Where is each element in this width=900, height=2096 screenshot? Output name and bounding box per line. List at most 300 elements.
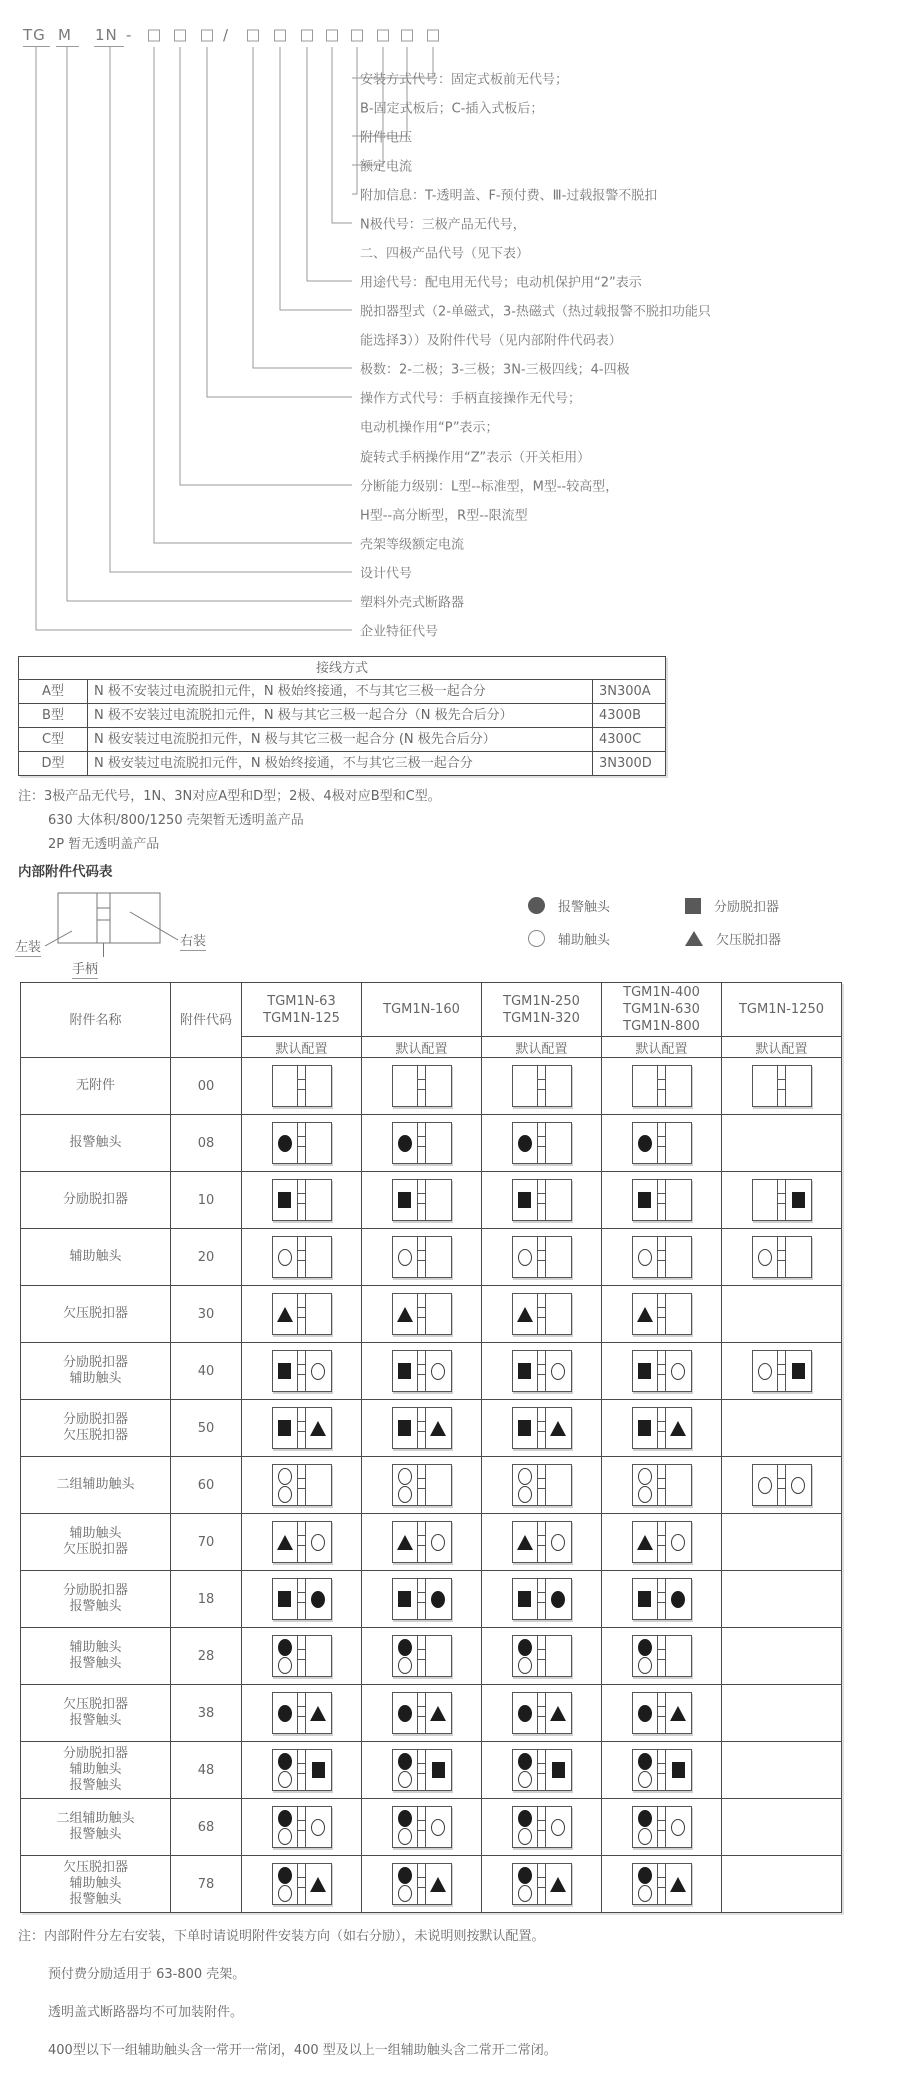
col-header-accessory-name: 附件名称 [21,983,171,1058]
alarm-contact-icon [398,1810,412,1827]
right-compartment [546,1351,571,1391]
accessory-name-line: 二组辅助触头 [56,1811,135,1826]
model-code-diagram [0,0,900,656]
table-row [21,1172,842,1229]
config-cell [722,1514,842,1571]
shunt-release-icon [278,1420,291,1436]
handle-segment [658,1180,665,1194]
right-compartment [666,1750,691,1790]
handle-segment [538,1180,545,1194]
auxiliary-contact-icon [671,1534,685,1551]
handle-segment [658,1422,665,1432]
wiring-table-caption: 接线方式 [19,657,666,680]
accessory-code-table [20,982,842,1913]
legend-label: 辅助触头 [558,933,611,948]
handle-column [537,1750,546,1790]
config-cell [482,1172,602,1229]
handle-segment [418,1251,425,1261]
left-compartment [633,1750,658,1790]
handle-segment [298,1693,305,1707]
handle-segment [418,1066,425,1080]
handle-segment [418,1465,425,1479]
left-compartment [753,1351,778,1391]
shunt-release-icon [518,1363,531,1379]
handle-column [297,1636,306,1676]
model-name: TGM1N-125 [263,1010,340,1026]
right-compartment [426,1408,451,1448]
handle-column [657,1237,666,1277]
right-compartment [306,1750,331,1790]
right-compartment [666,1351,691,1391]
right-compartment [426,1864,451,1904]
alarm-contact-icon [551,1591,565,1608]
config-diagram [632,1065,692,1107]
right-compartment [546,1294,571,1334]
table-row [21,1058,842,1115]
handle-segment [418,1479,425,1489]
handle-column [417,1693,426,1733]
wiring-note: 2P 暂无透明盖产品 [48,837,160,852]
handle-segment [538,1764,545,1774]
config-cell [362,1856,482,1913]
right-compartment [306,1408,331,1448]
alarm-contact-icon [528,897,545,914]
config-cell [242,1742,362,1799]
right-compartment [666,1807,691,1847]
handle-column [537,1294,546,1334]
alarm-contact-icon [518,1867,532,1884]
shunt-release-icon [792,1363,805,1379]
auxiliary-contact-icon [638,1249,652,1266]
auxiliary-contact-icon [278,1468,292,1485]
alarm-contact-icon [278,1753,292,1770]
config-diagram [392,1635,452,1677]
auxiliary-contact-icon [398,1828,412,1845]
config-cell [722,1742,842,1799]
shunt-release-icon [398,1591,411,1607]
undervoltage-release-icon [550,1421,566,1436]
right-compartment [306,1351,331,1391]
code-label: 分断能力级别：L型--标准型，M型--较高型， [360,479,619,495]
right-compartment [546,1066,571,1106]
alarm-contact-icon [278,1639,292,1656]
left-compartment [633,1351,658,1391]
config-diagram [392,1863,452,1905]
left-compartment [273,1636,298,1676]
handle-column [537,1123,546,1163]
config-diagram [752,1236,812,1278]
table-row [21,1286,842,1343]
config-diagram [512,1179,572,1221]
left-compartment [273,1237,298,1277]
config-diagram [392,1350,452,1392]
handle-column [297,1864,306,1904]
code-label: 附件电压 [360,130,413,146]
config-cell [242,1571,362,1628]
config-cell [362,1628,482,1685]
handle-column [297,1294,306,1334]
handle-segment [418,1693,425,1707]
handle-column [297,1066,306,1106]
config-diagram [512,1407,572,1449]
accessory-name-line: 辅助触头 [69,1371,122,1386]
right-compartment [426,1351,451,1391]
undervoltage-release-icon [517,1535,533,1550]
undervoltage-release-icon [550,1706,566,1721]
handle-segment [298,1536,305,1546]
handle-column [417,1636,426,1676]
config-cell [722,1400,842,1457]
handle-segment [298,1080,305,1090]
handle-segment [298,1422,305,1432]
config-cell [362,1571,482,1628]
config-cell [362,1514,482,1571]
left-compartment [273,1522,298,1562]
accessory-name-line: 二组辅助触头 [56,1477,135,1492]
col-header-accessory-code: 附件代码 [171,983,242,1058]
auxiliary-contact-icon [278,1249,292,1266]
config-diagram [632,1692,692,1734]
left-mount-label: 左装 [15,936,41,957]
handle-column [417,1522,426,1562]
shunt-release-icon [638,1591,651,1607]
auxiliary-contact-icon [278,1828,292,1845]
handle-column [417,1579,426,1619]
auxiliary-contact-icon [518,1486,532,1503]
undervoltage-release-icon [670,1706,686,1721]
left-compartment [273,1180,298,1220]
config-diagram [392,1749,452,1791]
auxiliary-contact-icon [638,1468,652,1485]
right-compartment [426,1066,451,1106]
auxiliary-contact-icon [528,930,545,947]
handle-segment [298,1579,305,1593]
right-compartment [426,1123,451,1163]
accessory-name-line: 分励脱扣器 [62,1412,128,1427]
config-cell [602,1400,722,1457]
auxiliary-contact-icon [311,1363,325,1380]
config-cell [242,1457,362,1514]
handle-segment [538,1351,545,1365]
handle-column [657,1693,666,1733]
handle-column [657,1180,666,1220]
accessory-code-cell: 20 [171,1229,242,1286]
handle-segment [658,1878,665,1888]
alarm-contact-icon [518,1810,532,1827]
handle-label: 手柄 [72,958,98,979]
handle-segment [298,1194,305,1204]
config-diagram [512,1350,572,1392]
handle-segment [658,1636,665,1650]
accessory-name-line: 报警触头 [69,1135,122,1150]
shunt-release-icon [278,1591,291,1607]
bottom-note: 注：内部附件分左右安装，下单时请说明附件安装方向（如右分励），未说明则按默认配置。 [18,1929,545,1944]
auxiliary-contact-icon [758,1249,772,1266]
handle-segment [538,1194,545,1204]
left-compartment [633,1693,658,1733]
handle-segment [538,1750,545,1764]
accessory-name-cell [21,1058,171,1115]
code-label: H型--高分断型，R型--限流型 [360,508,528,524]
undervoltage-release-icon [430,1706,446,1721]
config-cell [362,1058,482,1115]
config-cell [242,1799,362,1856]
handle-column [297,1579,306,1619]
table-row [21,1628,842,1685]
handle-column [417,1408,426,1448]
auxiliary-contact-icon [638,1828,652,1845]
left-compartment [393,1636,418,1676]
handle-segment [418,1821,425,1831]
handle-column [297,1807,306,1847]
handle-segment [298,1251,305,1261]
handle-column [417,1465,426,1505]
auxiliary-contact-icon [518,1468,532,1485]
table-row [21,1799,842,1856]
handle-segment [658,1693,665,1707]
handle-column [537,1351,546,1391]
auxiliary-contact-icon [398,1657,412,1674]
left-compartment [273,1351,298,1391]
config-diagram [272,1521,332,1563]
left-compartment [633,1294,658,1334]
accessory-code-cell: 50 [171,1400,242,1457]
alarm-contact-icon [638,1135,652,1152]
auxiliary-contact-icon [311,1534,325,1551]
left-compartment [393,1066,418,1106]
undervoltage-release-icon [310,1421,326,1436]
config-cell [602,1172,722,1229]
undervoltage-release-icon [310,1877,326,1892]
handle-column [417,1294,426,1334]
handle-segment [298,1864,305,1878]
code-label: 二、四极产品代号（见下表） [360,246,530,262]
right-compartment [426,1579,451,1619]
handle-segment [418,1365,425,1375]
handle-segment [658,1707,665,1717]
config-diagram [512,1863,572,1905]
left-compartment [393,1237,418,1277]
config-diagram [632,1806,692,1848]
left-compartment [513,1237,538,1277]
handle-segment [418,1180,425,1194]
handle-column [657,1522,666,1562]
config-cell [482,1856,602,1913]
handle-segment [658,1408,665,1422]
handle-segment [658,1593,665,1603]
config-diagram [392,1065,452,1107]
bottom-note: 400型以下一组辅助触头含一常开一常闭，400 型及以上一组辅助触头含二常开二常闭。 [48,2043,557,2058]
left-compartment [513,1579,538,1619]
table-row [21,1400,842,1457]
handle-segment [538,1821,545,1831]
left-compartment [273,1294,298,1334]
config-diagram [632,1749,692,1791]
handle-segment [538,1408,545,1422]
auxiliary-contact-icon [551,1534,565,1551]
code-label: 极数：2-二极；3-三极；3N-三极四线；4-四极 [360,362,630,378]
config-diagram [272,1692,332,1734]
undervoltage-release-icon [397,1535,413,1550]
handle-segment [778,1180,785,1194]
left-compartment [513,1522,538,1562]
alarm-contact-icon [398,1135,412,1152]
undervoltage-release-icon [670,1877,686,1892]
config-diagram [512,1464,572,1506]
accessory-name-cell [21,1172,171,1229]
accessory-name-line: 欠压脱扣器 [62,1306,128,1321]
right-compartment [546,1522,571,1562]
handle-segment [298,1180,305,1194]
config-cell [602,1058,722,1115]
config-cell [242,1115,362,1172]
handle-column [777,1180,786,1220]
config-cell [722,1628,842,1685]
handle-column [537,1066,546,1106]
config-diagram [512,1122,572,1164]
right-compartment [306,1579,331,1619]
code-label: 电动机操作用“P”表示； [360,420,499,436]
right-compartment [786,1237,811,1277]
handle-segment [658,1137,665,1147]
config-cell [482,1628,602,1685]
alarm-contact-icon [638,1639,652,1656]
breaker-outline-drawing [10,886,270,986]
alarm-contact-icon [671,1591,685,1608]
auxiliary-contact-icon [671,1819,685,1836]
left-compartment [273,1579,298,1619]
wiring-type: D型 [19,752,88,776]
handle-column [537,1180,546,1220]
code-label: 企业特征代号 [360,624,439,640]
left-compartment [393,1465,418,1505]
left-compartment [273,1066,298,1106]
left-compartment [393,1579,418,1619]
right-compartment [546,1864,571,1904]
accessory-name-line: 辅助触头 [69,1640,122,1655]
accessory-name-line: 辅助触头 [69,1876,122,1891]
table-row [21,1229,842,1286]
handle-segment [298,1308,305,1318]
config-cell [722,1115,842,1172]
handle-segment [418,1650,425,1660]
config-cell [362,1685,482,1742]
alarm-contact-icon [278,1810,292,1827]
accessory-code-cell: 40 [171,1343,242,1400]
config-diagram [512,1521,572,1563]
undervoltage-release-icon [517,1307,533,1322]
auxiliary-contact-icon [671,1363,685,1380]
config-cell [602,1457,722,1514]
auxiliary-contact-icon [278,1486,292,1503]
left-compartment [273,1465,298,1505]
model-name: TGM1N-250 [503,993,580,1009]
wiring-desc: N 极安装过电流脱扣元件，N 极与其它三极一起合分 (N 极先合后分） [88,728,593,752]
right-compartment [786,1066,811,1106]
handle-segment [538,1137,545,1147]
handle-segment [658,1807,665,1821]
handle-column [657,1864,666,1904]
right-compartment [306,1864,331,1904]
handle-segment [418,1308,425,1318]
config-diagram [272,1065,332,1107]
handle-segment [418,1579,425,1593]
accessory-name-line: 欠压脱扣器 [62,1428,128,1443]
config-diagram [272,1407,332,1449]
handle-segment [418,1807,425,1821]
accessory-name-line: 欠压脱扣器 [62,1542,128,1557]
wiring-note: 630 大体积/800/1250 壳架暂无透明盖产品 [48,813,304,828]
alarm-contact-icon [278,1705,292,1722]
config-cell [482,1571,602,1628]
handle-mounting-diagram [10,886,270,986]
left-compartment [753,1180,778,1220]
config-diagram [272,1806,332,1848]
handle-segment [418,1422,425,1432]
accessory-name-line: 报警触头 [69,1778,122,1793]
config-diagram [752,1065,812,1107]
undervoltage-release-icon [430,1877,446,1892]
handle-segment [658,1764,665,1774]
code-label: 用途代号：配电用无代号；电动机保护用“2”表示 [360,275,642,291]
left-compartment [393,1693,418,1733]
table-row [21,1457,842,1514]
config-cell [722,1286,842,1343]
handle-column [537,1237,546,1277]
accessory-code-cell: 18 [171,1571,242,1628]
right-compartment [306,1522,331,1562]
auxiliary-contact-icon [398,1249,412,1266]
legend-label: 欠压脱扣器 [716,933,782,948]
config-diagram [392,1578,452,1620]
handle-segment [658,1536,665,1546]
accessory-name-cell [21,1799,171,1856]
handle-column [537,1522,546,1562]
left-compartment [273,1750,298,1790]
auxiliary-contact-icon [518,1657,532,1674]
right-compartment [546,1693,571,1733]
config-cell [602,1229,722,1286]
left-compartment [633,1522,658,1562]
config-diagram [392,1692,452,1734]
config-cell [362,1229,482,1286]
handle-segment [298,1650,305,1660]
handle-segment [778,1479,785,1489]
model-name: TGM1N-800 [623,1019,700,1034]
col-header-model [482,983,602,1037]
handle-segment [538,1693,545,1707]
right-compartment [666,1522,691,1562]
handle-segment [538,1123,545,1137]
config-diagram [632,1179,692,1221]
wiring-type: A型 [19,680,88,704]
handle-segment [778,1066,785,1080]
handle-column [537,1864,546,1904]
accessory-code-cell: 70 [171,1514,242,1571]
accessory-name-line: 欠压脱扣器 [62,1860,128,1875]
config-cell [362,1457,482,1514]
handle-segment [418,1080,425,1090]
left-compartment [633,1636,658,1676]
left-compartment [393,1123,418,1163]
handle-segment [778,1351,785,1365]
handle-segment [298,1522,305,1536]
config-cell [482,1457,602,1514]
alarm-contact-icon [431,1591,445,1608]
handle-segment [298,1807,305,1821]
config-cell [722,1571,842,1628]
handle-segment [418,1707,425,1717]
